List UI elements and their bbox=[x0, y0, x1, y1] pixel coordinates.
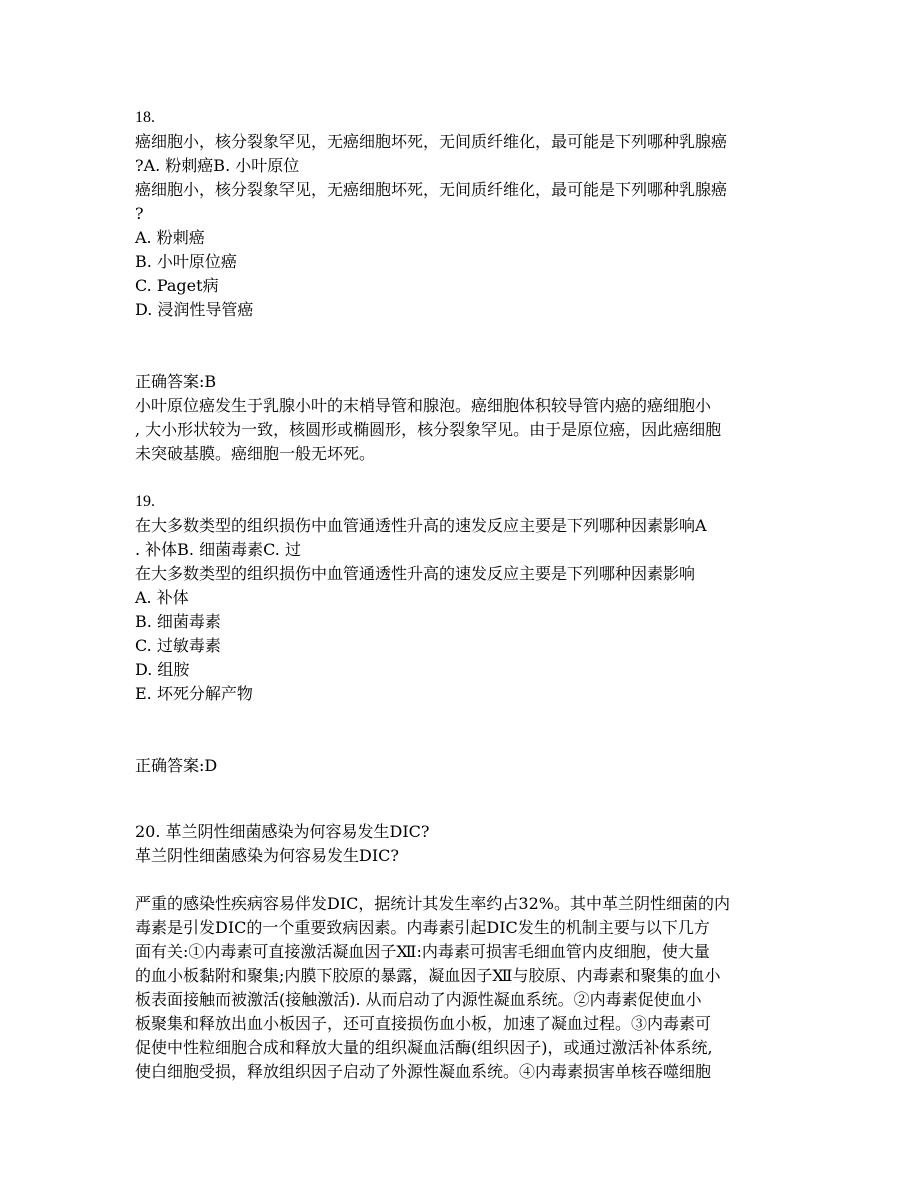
question-preview-line: ?A. 粉刺癌B. 小叶原位 bbox=[135, 156, 300, 175]
explanation-line: 板表面接触而被激活(接触激活). 从而启动了内源性凝血系统。②内毒素促使血小 bbox=[135, 990, 702, 1009]
option-b: B. 小叶原位癌 bbox=[135, 252, 237, 271]
question-18 bbox=[135, 106, 785, 466]
question-preview-line: . 补体B. 细菌毒素C. 过 bbox=[135, 540, 301, 559]
explanation-line: 未突破基膜。癌细胞一般无坏死。 bbox=[135, 444, 376, 463]
question-stem-line: ? bbox=[135, 204, 144, 223]
option-a: A. 补体 bbox=[135, 588, 189, 607]
document-page bbox=[135, 106, 785, 1084]
explanation-line: 小叶原位癌发生于乳腺小叶的末梢导管和腺泡。癌细胞体积较导管内癌的癌细胞小 bbox=[135, 396, 712, 415]
option-d: D. 组胺 bbox=[135, 660, 190, 679]
explanation-line: 毒素是引发DIC的一个重要致病因素。内毒素引起DIC发生的机制主要与以下几方 bbox=[135, 918, 710, 937]
option-c: C. Paget病 bbox=[135, 276, 219, 295]
option-b: B. 细菌毒素 bbox=[135, 612, 221, 631]
option-c: C. 过敏毒素 bbox=[135, 636, 221, 655]
question-preview-line: 癌细胞小，核分裂象罕见，无癌细胞坏死，无间质纤维化，最可能是下列哪种乳腺癌 bbox=[135, 132, 728, 151]
explanation-line: 使白细胞受损，释放组织因子启动了外源性凝血系统。④内毒素损害单核吞噬细胞 bbox=[135, 1062, 712, 1081]
question-20 bbox=[135, 820, 785, 1084]
question-title: 20. 革兰阴性细菌感染为何容易发生DIC? bbox=[135, 822, 430, 841]
explanation-line: 面有关:①内毒素可直接激活凝血因子Ⅻ:内毒素可损害毛细血管内皮细胞，使大量 bbox=[135, 942, 710, 961]
question-number: 19. bbox=[135, 493, 155, 510]
option-a: A. 粉刺癌 bbox=[135, 228, 205, 247]
explanation-line: , 大小形状较为一致，核圆形或椭圆形，核分裂象罕见。由于是原位癌，因此癌细胞 bbox=[135, 420, 722, 439]
question-preview-line: 在大多数类型的组织损伤中血管通透性升高的速发反应主要是下列哪种因素影响A bbox=[135, 516, 707, 535]
option-e: E. 坏死分解产物 bbox=[135, 684, 253, 703]
explanation-line: 严重的感染性疾病容易伴发DIC，据统计其发生率约占32%。其中革兰阴性细菌的内 bbox=[135, 894, 730, 913]
explanation-line: 促使中性粒细胞合成和释放大量的组织凝血活酶(组织因子)，或通过激活补体系统, bbox=[135, 1038, 713, 1057]
option-d: D. 浸润性导管癌 bbox=[135, 300, 254, 319]
question-stem-line: 在大多数类型的组织损伤中血管通透性升高的速发反应主要是下列哪种因素影响 bbox=[135, 564, 696, 583]
explanation-line: 的血小板黏附和聚集;内膜下胶原的暴露，凝血因子Ⅻ与胶原、内毒素和聚集的血小 bbox=[135, 966, 721, 985]
question-number: 18. bbox=[135, 109, 155, 126]
correct-answer: 正确答案:D bbox=[135, 756, 218, 775]
question-stem-line: 革兰阴性细菌感染为何容易发生DIC? bbox=[135, 846, 399, 865]
correct-answer: 正确答案:B bbox=[135, 372, 217, 391]
question-stem-line: 癌细胞小，核分裂象罕见，无癌细胞坏死，无间质纤维化，最可能是下列哪种乳腺癌 bbox=[135, 180, 728, 199]
question-19 bbox=[135, 490, 785, 778]
explanation-line: 板聚集和释放出血小板因子，还可直接损伤血小板，加速了凝血过程。③内毒素可 bbox=[135, 1014, 712, 1033]
